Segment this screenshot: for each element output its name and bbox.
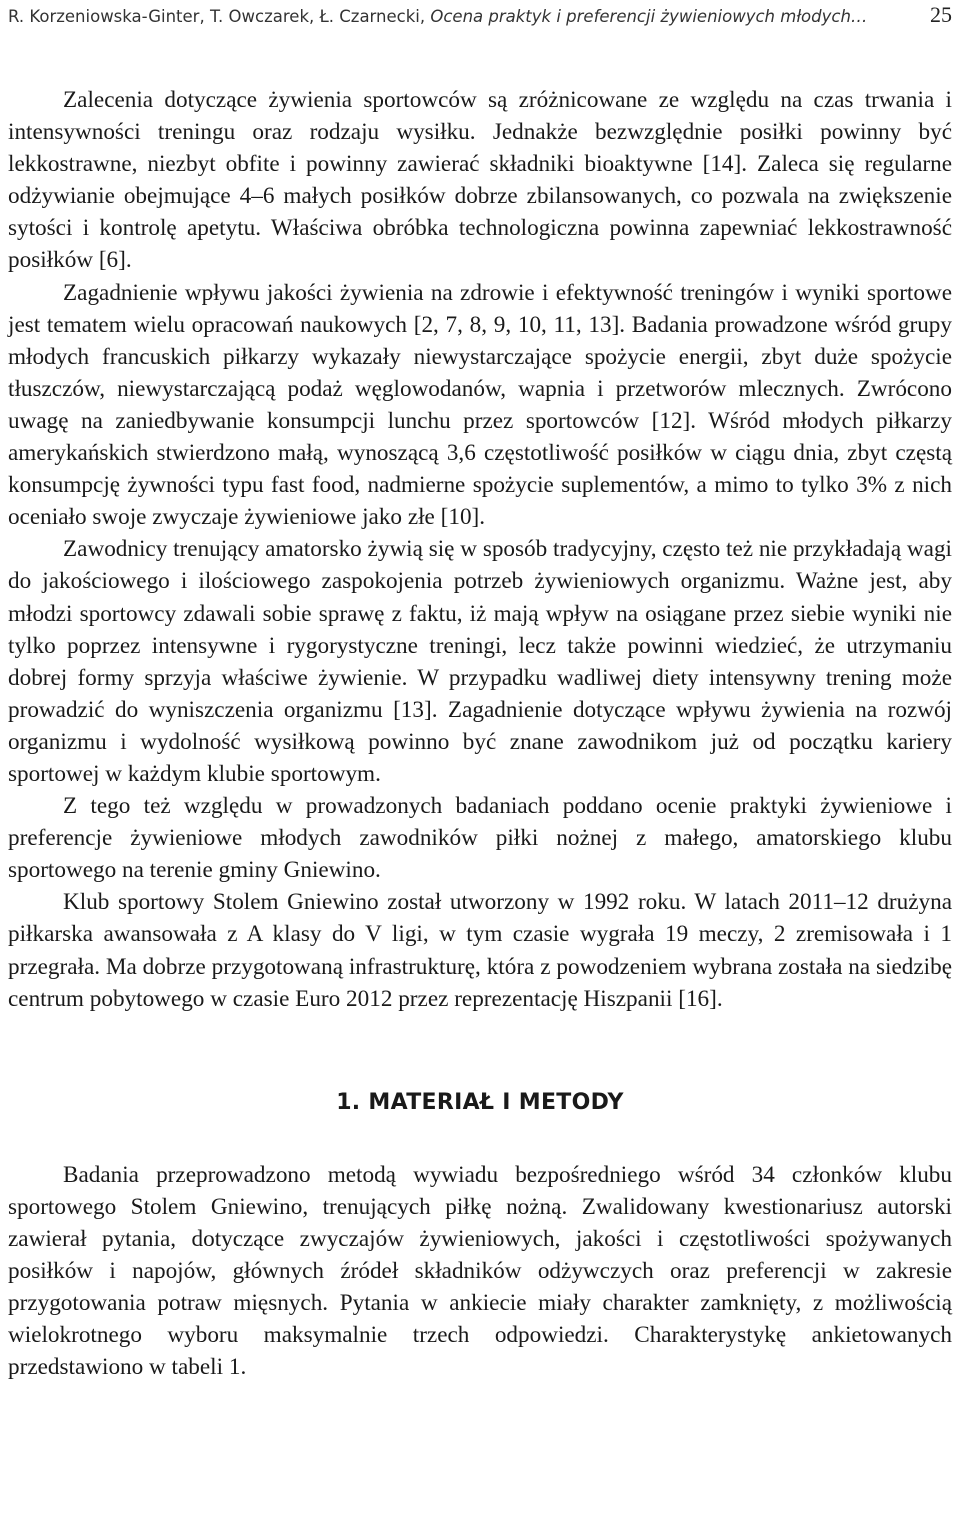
paragraph: Zalecenia dotyczące żywienia sportowców są zróżnicowane ze względu na czas trwania i intensywności treningu oraz rodzaju wysiłku. Jednakże bezwzględnie posiłki powinny być lekkostrawne, niezbyt obfite i powinny zawierać składniki bioaktywne [14]. Zaleca się regularne odżywianie obejmujące 4–6 małych posiłków dobrze zbilansowanych, co pozwala na zwiększenie sytości i kontrolę apetytu. Właściwa obróbka technologiczna powinna zapewniać lekkostrawność posiłków [6].	[8, 87, 952, 274]
body-text	[8, 84, 952, 1383]
header-article-title: Ocena praktyk i preferencji żywieniowych młodych…	[430, 7, 868, 26]
paragraph: Zagadnienie wpływu jakości żywienia na zdrowie i efektywność treningów i wyniki sportowe jest tematem wielu opracowań naukowych [2, 7, 8, 9, 10, 11, 13]. Badania prowadzone wśród grupy młodych francuskich piłkarzy wykazały niewystarczające spożycie energii, zbyt duże spożycie tłuszczów, niewystarczającą podaż węglowodanów, wapnia i przetworów mlecznych. Zwrócono uwagę na zaniedbywanie konsumpcji lunchu przez sportowców [12]. Wśród młodych piłkarzy amerykańskich stwierdzono małą, wynoszącą 3,6 częstotliwość posiłków w ciągu dnia, zbyt częstą konsumpcję żywności typu fast food, nadmierne spożycie suplementów, a mimo to tylko 3% z nich oceniało swoje zwyczaje żywieniowe jako złe [10].	[8, 279, 952, 531]
paragraph: Klub sportowy Stolem Gniewino został utworzony w 1992 roku. W latach 2011–12 drużyna piłkarska awansowała z A klasy do V ligi, w tym czasie wygrała 19 meczy, 2 zremisowała i 1 przegrała. Ma dobrze przygotowaną infrastrukturę, która z powodzeniem wybrana została na siedzibę centrum pobytowego w czasie Euro 2012 przez reprezentację Hiszpanii [16].	[8, 889, 952, 1012]
paragraph: Zawodnicy trenujący amatorsko żywią się w sposób tradycyjny, często też nie przykładają wagi do jakościowego i ilościowego zaspokojenia potrzeb żywieniowych organizmu. Ważne jest, aby młodzi sportowcy zdawali sobie sprawę z faktu, iż mają wpływ na osiągane przez siebie wyniki nie tylko poprzez intensywne i rygorystyczne treningi, lecz także powinni wiedzieć, że utrzymaniu dobrej formy sprzyja właściwe żywienie. W przypadku wadliwej diety intensywny trening może prowadzić do wyniszczenia organizmu [13]. Zagadnienie dotyczące wpływu żywienia na rozwój organizmu i wydolność wysiłkową powinno być znane zawodnikom już od początku kariery sportowej w każdym klubie sportowym.	[8, 536, 952, 787]
section-heading: 1. MATERIAŁ I METODY	[336, 1089, 624, 1115]
header-authors: R. Korzeniowska-Ginter, T. Owczarek, Ł. Czarnecki,	[8, 7, 431, 26]
running-header	[8, 0, 952, 32]
document-page	[8, 0, 952, 1383]
paragraph: Z tego też względu w prowadzonych badaniach poddano ocenie praktyki żywieniowe i preferencje żywieniowe młodych zawodników piłki nożnej z małego, amatorskiego klubu sportowego na terenie gminy Gniewino.	[8, 793, 952, 884]
paragraph: Badania przeprowadzono metodą wywiadu bezpośredniego wśród 34 członków klubu sportowego Stolem Gniewino, trenujących piłkę nożną. Zwalidowany kwestionariusz autorski zawierał pytania, dotyczące zwyczajów żywieniowych, jakości i częstotliwości spożywanych posiłków i napojów, głównych źródeł składników odżywczych oraz preferencji w zakresie przygotowania potraw mięsnych. Pytania w ankiecie miały charakter zamknięty, z możliwością wielokrotnego wyboru maksymalnie trzech odpowiedzi. Charakterystykę ankietowanych przedstawiono w tabeli 1.	[8, 1161, 952, 1381]
header-citation	[8, 7, 867, 26]
page-number: 25	[930, 2, 952, 27]
